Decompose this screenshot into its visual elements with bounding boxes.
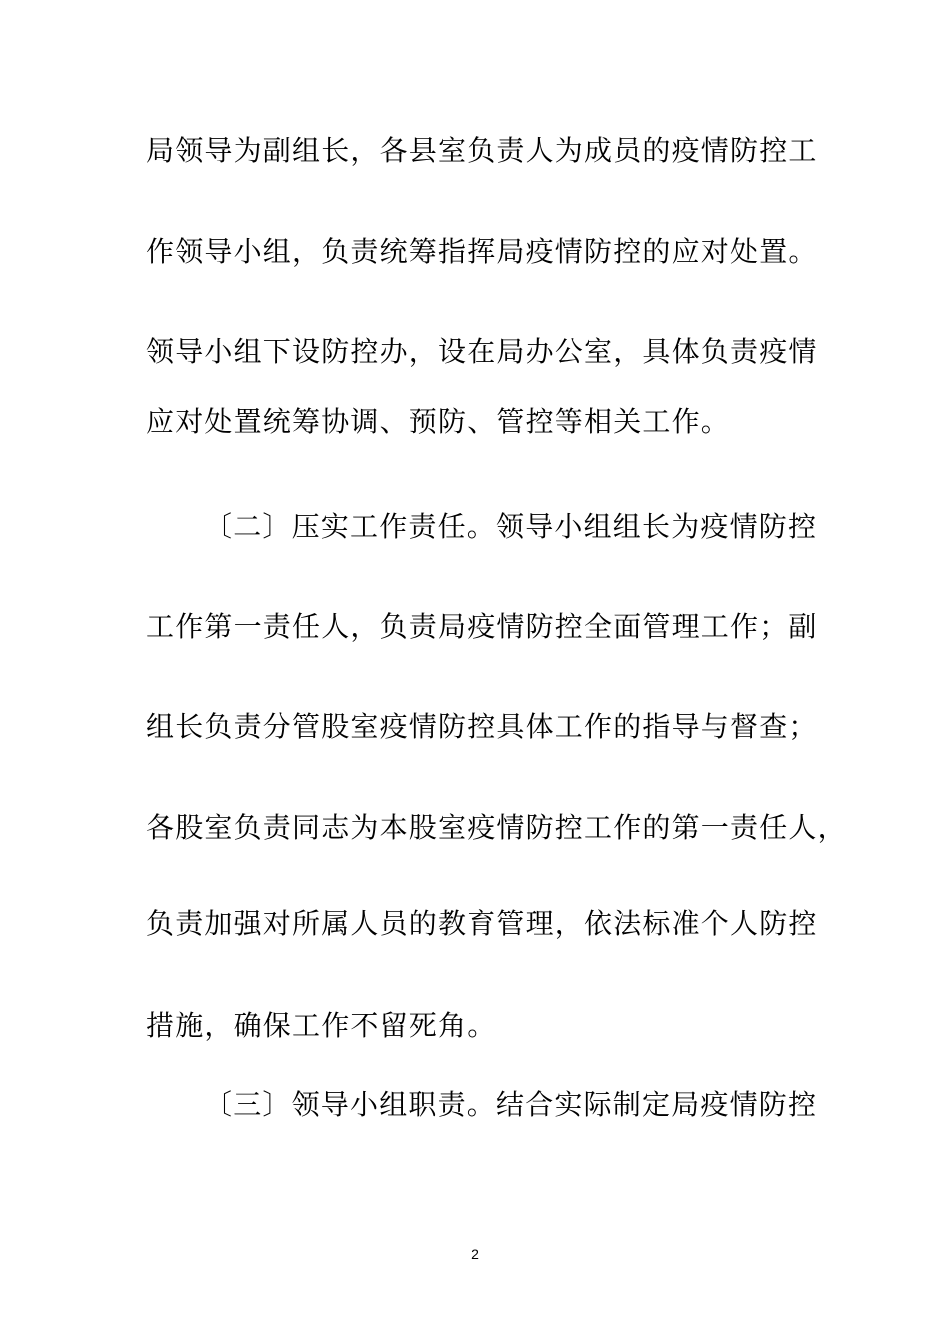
body-text-line: 领导小组下设防控办，设在局办公室，具体负责疫情 bbox=[146, 335, 818, 368]
body-text-line: 工作第一责任人，负责局疫情防控全面管理工作；副 bbox=[146, 610, 818, 643]
body-text-line: 局领导为副组长，各县室负责人为成员的疫情防控工 bbox=[146, 134, 818, 167]
body-text-line: 应对处置统筹协调、预防、管控等相关工作。 bbox=[146, 405, 731, 438]
body-text-line: 作领导小组，负责统筹指挥局疫情防控的应对处置。 bbox=[146, 235, 818, 268]
body-text-line: 措施，确保工作不留死角。 bbox=[146, 1009, 497, 1042]
body-text-line: 组长负责分管股室疫情防控具体工作的指导与督查； bbox=[146, 710, 818, 743]
body-text-line: 负责加强对所属人员的教育管理，依法标准个人防控 bbox=[146, 907, 818, 940]
paragraph-heading-line: 〔二〕压实工作责任。领导小组组长为疫情防控 bbox=[204, 510, 818, 543]
page-number: 2 bbox=[471, 1246, 479, 1262]
paragraph-heading-line: 〔三〕领导小组职责。结合实际制定局疫情防控 bbox=[204, 1088, 818, 1121]
body-text-line: 各股室负责同志为本股室疫情防控工作的第一责任人， bbox=[146, 811, 847, 844]
